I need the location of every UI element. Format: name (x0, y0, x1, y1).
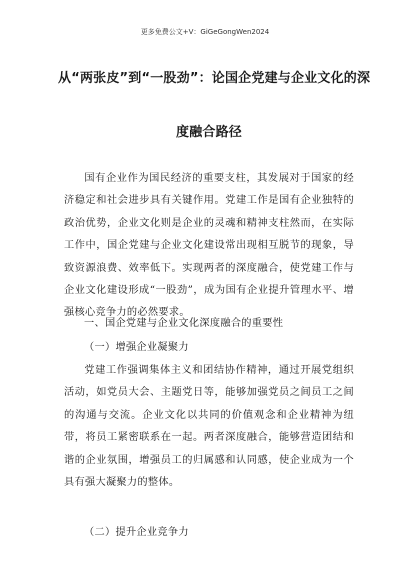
subsection-2-heading: （二）提升企业竞争力 (84, 527, 189, 538)
header-note: 更多免费公文+V：GiGeGongWen2024 (140, 28, 270, 36)
intro-paragraph: 国有企业作为国民经济的重要支柱，其发展对于国家的经济稳定和社会进步具有关键作用。党建工作是国有企业独特的政治优势，企业文化则是企业的灵魂和精神支柱然而，在实际工作中，国企党建与企业文化建设常出现相互脱节的现象，导致资源浪费、效率低下。实现两者的深度融合，使党建工作与企业文化建设形成“一股劲”，成为国有企业提升管理水平、增强核心竞争力的必然要求。 (64, 173, 354, 319)
section-1-heading: 一、国企党建与企业文化深度融合的重要性 (84, 318, 284, 329)
document-title-line-2: 度融合路径 (176, 125, 243, 140)
subsection-1-paragraph: 党建工作强调集体主义和团结协作精神，通过开展党组织活动，如党员大会、主题党日等，能够加强党员之间员工之间的沟通与交流。企业文化以共同的价值观念和企业精神为纽带，将员工紧密联系在一起。两者深度融合，能够营造团结和谐的企业氛围，增强员工的归属感和认同感，使企业成为一个具有强大凝聚力的整体。 (64, 365, 354, 489)
subsection-1-heading: （一）增强企业凝聚力 (84, 342, 189, 353)
document-title-line-1: 从“两张皮”到“一股劲”：论国企党建与企业文化的深 (58, 71, 371, 86)
